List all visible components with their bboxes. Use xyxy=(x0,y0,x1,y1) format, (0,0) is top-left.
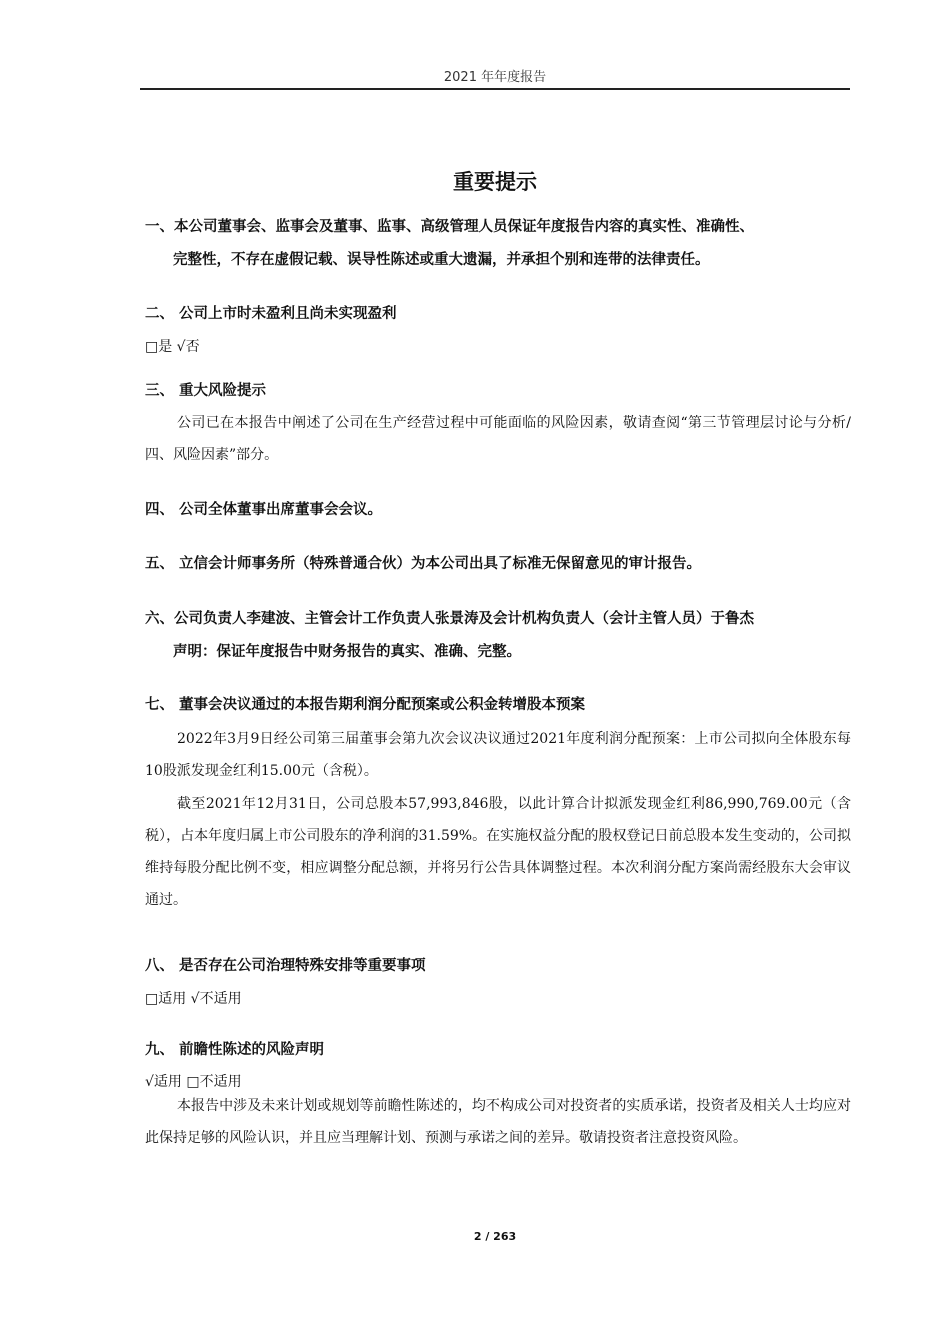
section-6-line-2: 声明：保证年度报告中财务报告的真实、准确、完整。 xyxy=(173,644,521,660)
section-6-heading xyxy=(145,603,851,669)
section-7-heading: 七、 董事会决议通过的本报告期利润分配预案或公积金转增股本预案 xyxy=(145,697,586,713)
section-9-body: 本报告中涉及未来计划或规划等前瞻性陈述的，均不构成公司对投资者的实质承诺，投资者及相关人士均应对此保持足够的风险认识，并且应当理解计划、预测与承诺之间的差异。敬请投资者注意投资风险。 xyxy=(145,1098,851,1146)
section-2-option: □是 √否 xyxy=(145,339,200,355)
section-9-heading: 九、 前瞻性陈述的风险声明 xyxy=(145,1042,325,1058)
page-number: 2 / 263 xyxy=(473,1230,517,1243)
section-8-heading: 八、 是否存在公司治理特殊安排等重要事项 xyxy=(145,958,426,974)
section-2-heading: 二、 公司上市时未盈利且尚未实现盈利 xyxy=(145,306,397,322)
section-1-line-1: 一、本公司董事会、监事会及董事、监事、高级管理人员保证年度报告内容的真实性、准确性、 xyxy=(145,219,754,235)
section-3-heading: 三、 重大风险提示 xyxy=(145,383,267,399)
section-7-paragraph-1: 2022年3月9日经公司第三届董事会第九次会议决议通过2021年度利润分配预案：上市公司拟向全体股东每10股派发现金红利15.00元（含税）。 xyxy=(145,731,851,779)
section-5-heading: 五、 立信会计师事务所（特殊普通合伙）为本公司出具了标准无保留意见的审计报告。 xyxy=(145,556,702,572)
section-4-heading: 四、 公司全体董事出席董事会会议。 xyxy=(145,502,383,518)
header-divider xyxy=(140,88,850,90)
section-1-line-2: 完整性，不存在虚假记载、误导性陈述或重大遗漏，并承担个别和连带的法律责任。 xyxy=(173,252,710,268)
running-header: 2021 年年度报告 xyxy=(443,70,547,85)
section-6-line-1: 六、公司负责人李建波、主管会计工作负责人张景涛及会计机构负责人（会计主管人员）于鲁杰 xyxy=(145,611,754,627)
section-3-body: 公司已在本报告中阐述了公司在生产经营过程中可能面临的风险因素，敬请查阅“第三节管理层讨论与分析/四、风险因素”部分。 xyxy=(145,415,851,463)
section-7-paragraph-2: 截至2021年12月31日，公司总股本57,993,846股，以此计算合计拟派发现金红利86,990,769.00元（含税），占本年度归属上市公司股东的净利润的31.59%。在实施权益分配的股权登记日前总股本发生变动的，公司拟维持每股分配比例不变，相应调整分配总额，并将另行公告具体调整过程。本次利润分配方案尚需经股东大会审议通过。 xyxy=(145,796,851,908)
section-1-heading xyxy=(145,211,851,277)
section-8-option: □适用 √不适用 xyxy=(145,991,242,1007)
page-title: 重要提示 xyxy=(453,170,537,194)
section-9-option: √适用 □不适用 xyxy=(145,1074,242,1090)
